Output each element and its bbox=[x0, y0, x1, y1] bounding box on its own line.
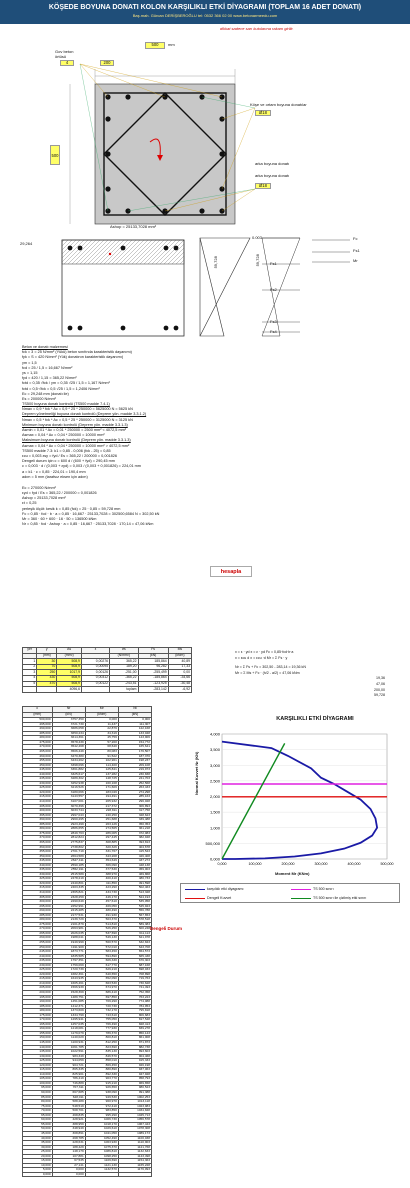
nm-row: 410,000 3107,001 205,932 296,028 bbox=[23, 800, 152, 805]
nm-row: 290,000 2215,285 480,490 556,788 bbox=[23, 909, 152, 914]
x-tick-label: 300,000 bbox=[314, 862, 328, 866]
calc-line: Asmax = 0,04 * Ac = 0,04 * 250000 = 10000 mm² > 4072,5 mm² bbox=[22, 443, 130, 448]
force-fs4: Fs4 bbox=[270, 329, 277, 334]
eps-top: 0.003 bbox=[252, 235, 263, 240]
nm-row: 430,000 3252,938 160,168 252,568 bbox=[23, 781, 152, 786]
legend-label-2: Dengeli Kuvvet bbox=[207, 896, 232, 900]
chart-title: KARŞILIKLI ETKİ DİYAGRAMI bbox=[276, 716, 354, 722]
nm-row: 480,000 3614,361 45,759 143,906 bbox=[23, 736, 152, 741]
nm-row: 25,000 148,179 1086,810 1132,633 bbox=[23, 1150, 152, 1155]
calc-line: adım = 5 mm (tarafsız eksen için adım) bbox=[22, 474, 88, 479]
nm-row: 235,000 1797,351 606,330 676,303 bbox=[23, 959, 152, 964]
nm-row: 365,000 2775,837 308,885 393,813 bbox=[23, 840, 152, 845]
nm-row: 250,000 1911,909 572,010 643,708 bbox=[23, 945, 152, 950]
nm-row: 50,000 348,949 1029,610 1078,308 bbox=[23, 1127, 152, 1132]
nm-row: 400,000 3033,744 228,811 317,758 bbox=[23, 809, 152, 814]
nm-row: 160,000 1218,081 777,930 839,278 bbox=[23, 1027, 152, 1032]
calc-line: Minimum boyuna donatı kontrolü (Deprem yön. madde 3.3.1.3) bbox=[22, 422, 128, 427]
calculate-button[interactable]: hesapla bbox=[210, 566, 252, 577]
legend-label-1: karşılıklı etki diyagramı bbox=[207, 887, 244, 891]
nm-row: 415,000 3143,557 194,491 285,163 bbox=[23, 795, 152, 800]
nm-row: 115,000 865,335 880,890 937,063 bbox=[23, 1068, 152, 1073]
nm-row: 385,000 2923,499 263,126 350,353 bbox=[23, 822, 152, 827]
nm-row: 295,000 2252,991 469,050 545,923 bbox=[23, 904, 152, 909]
nm-row: 215,000 1643,935 652,090 719,763 bbox=[23, 977, 152, 982]
layer-row: 1 30 508,9 0,00276 365,22 185,864 40,89 bbox=[23, 659, 192, 665]
nm-row: 90,000 667,685 938,090 991,388 bbox=[23, 1091, 152, 1096]
y-tick-label: 3,000 bbox=[209, 762, 220, 768]
calc-line: εcu = 0,003 εsy = fyd / Es = 365,22 / 200000 = 0,001826 bbox=[22, 453, 118, 458]
nm-row: 135,000 1022,591 835,130 893,603 bbox=[23, 1050, 152, 1055]
nm-row: 230,000 1759,069 617,770 687,168 bbox=[23, 963, 152, 968]
nm-row: 450,000 3398,096 114,400 209,108 bbox=[23, 763, 152, 768]
calc-line: Beton ve donatı malzemesi bbox=[22, 345, 68, 349]
nm-row: 270,000 2063,981 526,250 600,248 bbox=[23, 927, 152, 932]
nm-row: 245,000 1873,771 583,450 654,573 bbox=[23, 950, 152, 955]
nm-row: 330,000 2515,589 388,970 469,868 bbox=[23, 872, 152, 877]
nm-row: 300,000 2290,649 457,610 535,058 bbox=[23, 900, 152, 905]
nm-row: 380,000 2886,655 274,565 361,218 bbox=[23, 827, 152, 832]
calc-block bbox=[22, 345, 402, 527]
nm-row: 70,000 508,701 983,850 1034,848 bbox=[23, 1109, 152, 1114]
nm-row: 145,000 1100,931 812,250 871,873 bbox=[23, 1041, 152, 1046]
nm-row: 325,000 2478,219 400,410 480,733 bbox=[23, 877, 152, 882]
calc-line: c = 0,003 · d / (0,003 + εyd) = 0,003 / (0,003 + 0,001826) = 224,01 mm bbox=[22, 464, 141, 469]
legend-label-3: TS 500 sınırı bbox=[313, 887, 334, 891]
calc-line: TS500 madde 7.3: k1 = 0,85 - 0,006 (fck - 25) = 0,85 bbox=[22, 448, 111, 453]
nm-row: 460,000 3470,380 91,522 187,370 bbox=[23, 754, 152, 759]
layer-table: yer y As ε σs Fs Ms (mm) (mm²) (N/mm²) (kN) (kNm) 1 30 508,9 0,00276 365,22 185,864 40,89 2 70 508,9 0,00095 189,20 96,282 17,33 3 250 1017,9 0,00126 -251,00 -255,499 0,00 4 430 508,9 0,00312 -365,22 -185,864 -34,66 5 470 508,9 0,00122 -243,51 -123,925 -30,48 4096,6 toplam -283,142 -6,92 bbox=[22, 647, 192, 693]
nm-row: 440,000 3325,617 137,282 230,838 bbox=[23, 772, 152, 777]
nm-row: 500,000 3757,350 0,000 0,000 bbox=[23, 718, 152, 723]
nm-row: 190,000 1451,085 709,290 774,088 bbox=[23, 1000, 152, 1005]
nm-row: 95,000 707,311 926,650 980,523 bbox=[23, 1086, 152, 1091]
calc-line: γs = 1,15 bbox=[22, 370, 38, 375]
nm-row: 155,000 1179,079 789,370 850,143 bbox=[23, 1031, 152, 1036]
nm-row: 60,000 428,921 1006,730 1056,578 bbox=[23, 1118, 152, 1123]
calc-line: Deprem yönetmeliği boyuna donatı kontrolü (Deprem yön. madde 3.3.1.2) bbox=[22, 412, 147, 417]
nm-row: 455,000 3434,262 102,961 198,237 bbox=[23, 759, 152, 764]
nm-row: 170,000 1295,941 755,050 817,548 bbox=[23, 1018, 152, 1023]
legend-label-4: TS 500 sınırı ile çizilmiş etki sınırı bbox=[313, 896, 367, 900]
force-fs1: Fs1 bbox=[270, 261, 277, 266]
y-tick-label: 4,000 bbox=[209, 731, 220, 737]
y-tick-label: 0,000 bbox=[209, 856, 220, 862]
calc-line: fyk = S = 420 N/mm² (Yük) donatının karakteristik dayanımı) bbox=[22, 355, 124, 360]
calc-line: Es = 200000 N/mm² bbox=[22, 396, 56, 401]
corner-bar-input[interactable]: Ø18 bbox=[255, 110, 271, 116]
calc-line: Ec = 29,248 mm (donatı ile) bbox=[22, 391, 69, 396]
legend-swatch-1 bbox=[185, 889, 205, 890]
right-fc: Fc bbox=[353, 236, 358, 241]
nm-row: 205,000 1566,939 674,970 741,493 bbox=[23, 986, 152, 991]
nm-row: 225,000 1720,739 629,210 698,033 bbox=[23, 968, 152, 973]
page-subtitle: Baş.mah. Gürcan DERİŞBEROĞLU tel: 0532 366 02 00 www.betonarmeedu.com bbox=[132, 13, 278, 19]
nm-row: 195,000 1489,751 697,850 763,223 bbox=[23, 995, 152, 1000]
nm-row: 490,000 3686,058 22,879 122,168 bbox=[23, 727, 152, 732]
nm-row: 105,000 786,419 903,770 958,793 bbox=[23, 1077, 152, 1082]
nm-row: 75,000 548,519 972,410 1023,983 bbox=[23, 1104, 152, 1109]
y-tick-label: 1,500 bbox=[209, 809, 220, 815]
calc-line: fck = 3 = 25 N/mm² (Yükü) beton sınıfında karakteristik dayanımı) bbox=[22, 350, 132, 355]
input-note: dikkat sadece sarı kutularına rakam girilir. bbox=[220, 26, 294, 31]
title-bar bbox=[0, 0, 410, 24]
strain-mid-value: 59,728 bbox=[212, 256, 218, 269]
y-tick-label: 3,500 bbox=[209, 747, 220, 753]
calc-line: Ashop = 25133,7028 mm² bbox=[22, 496, 66, 501]
page-title: KÖŞEDE BOYUNA DONATI KOLON KARŞILIKLI ETKİ DİYAGRAMI (TOPLAM 16 ADET DONATI) bbox=[48, 4, 362, 11]
layer-row: 4 430 508,9 0,00312 -365,22 -185,864 -34,66 bbox=[23, 675, 192, 681]
calc-line: fcd = 25 / 1,5 = 16,667 N/mm² bbox=[22, 365, 73, 370]
cover-label: Gov beton örtüsü bbox=[55, 49, 74, 59]
calc-line: fctd = 0,35 √fck / γm = 0,35 √25 / 1,5 = 1,167 N/mm² bbox=[22, 381, 110, 386]
layer-row: 5 470 508,9 0,00122 -243,51 -123,925 -30,48 bbox=[23, 681, 192, 687]
area-text: Ashop = 25133,7028 mm² bbox=[110, 224, 157, 229]
nm-row: 420,000 3180,066 183,049 274,298 bbox=[23, 790, 152, 795]
nm-row: 65,000 468,835 995,290 1045,713 bbox=[23, 1113, 152, 1118]
calc-line: Fc = 0,85 · fcd · b · a = 0,85 · 16,667 · 25133,7028 = 302500,6584 N = 302,50 kN bbox=[22, 511, 160, 516]
nm-row: 85,000 628,011 949,530 1002,253 bbox=[23, 1095, 152, 1100]
calc-line: εyd = fyd / Es = 365,22 / 200000 = 0,001826 bbox=[22, 491, 97, 496]
y-tick-label: 500,000 bbox=[205, 840, 220, 846]
x-tick-label: 500,000 bbox=[380, 862, 394, 866]
nm-row: 125,000 944,059 858,010 915,333 bbox=[23, 1059, 152, 1064]
width-unit: mm bbox=[168, 42, 175, 47]
nm-row: 435,000 3289,302 148,725 241,703 bbox=[23, 777, 152, 782]
legend-swatch-2 bbox=[185, 898, 205, 899]
nm-row: 80,000 588,289 960,970 1013,118 bbox=[23, 1100, 152, 1105]
calc-line: Asmax = 0,04 * Ac = 0,04 * 250000 = 10000 mm² bbox=[22, 433, 105, 438]
nm-row: 100,000 746,889 915,210 969,658 bbox=[23, 1081, 152, 1086]
nm-row: 40,000 268,785 1052,490 1100,038 bbox=[23, 1136, 152, 1141]
nm-row: 470,000 3542,468 68,640 165,641 bbox=[23, 745, 152, 750]
edge-bar-input[interactable]: Ø18 bbox=[255, 183, 271, 189]
nm-row: 465,000 3506,449 80,083 176,507 bbox=[23, 750, 152, 755]
nm-row: 315,000 2403,335 423,290 502,463 bbox=[23, 886, 152, 891]
strain-left-value: 29,264 bbox=[20, 241, 33, 246]
nm-row: 180,000 1373,609 732,170 795,818 bbox=[23, 1009, 152, 1014]
calc-line: γm = 1,5 bbox=[22, 360, 37, 365]
force-fs2: Fs2 bbox=[270, 287, 277, 292]
corner-bar-label: Köşe ve ortam boyuna donatılar bbox=[250, 102, 307, 107]
nm-row: 175,000 1334,799 743,610 806,683 bbox=[23, 1013, 152, 1018]
nm-row: 260,000 1988,041 549,130 621,978 bbox=[23, 936, 152, 941]
nm-row: 285,000 2177,531 491,930 567,653 bbox=[23, 913, 152, 918]
calc-line: fyd = 420 / 1,15 = 365,22 N/mm² bbox=[22, 376, 77, 381]
layer-row: 3 250 1017,9 0,00126 -251,00 -255,499 0,00 bbox=[23, 670, 192, 676]
nm-row: 255,000 1949,999 560,570 632,843 bbox=[23, 940, 152, 945]
nm-row: 240,000 1835,585 594,890 665,438 bbox=[23, 954, 152, 959]
nm-row: 220,000 1682,361 640,650 708,898 bbox=[23, 972, 152, 977]
legend-swatch-4 bbox=[291, 898, 311, 899]
nm-row: 0,000 0,000 bbox=[23, 1172, 152, 1177]
nm-row: 275,000 2101,879 514,810 589,383 bbox=[23, 922, 152, 927]
calc-line: Asmin = 0,01 * Ac = 0,01 * 250000 = 2500 mm² < 4072,5 mm² bbox=[22, 428, 127, 432]
x-tick-label: 400,000 bbox=[347, 862, 361, 866]
x-tick-label: 200,000 bbox=[281, 862, 295, 866]
nm-row: 370,000 2812,824 297,445 382,948 bbox=[23, 836, 152, 841]
interaction-chart bbox=[182, 726, 402, 876]
nm-row: 340,000 2590,185 366,090 448,138 bbox=[23, 863, 152, 868]
nm-row: 30,000 188,429 1075,370 1121,768 bbox=[23, 1145, 152, 1150]
nm-row: 375,000 2849,763 286,005 372,083 bbox=[23, 831, 152, 836]
y-tick-label: 2,500 bbox=[209, 778, 220, 784]
column-outline bbox=[95, 84, 235, 224]
nm-row: 355,000 2701,719 331,767 415,543 bbox=[23, 850, 152, 855]
nm-row: 45,000 308,891 1041,050 1089,173 bbox=[23, 1131, 152, 1136]
nm-row: 360,000 2738,802 320,326 404,678 bbox=[23, 845, 152, 850]
nm-row: 150,000 1140,029 800,810 861,008 bbox=[23, 1036, 152, 1041]
strain-right-value: 59,728 bbox=[254, 254, 260, 267]
y-tick-label: 1,000 bbox=[209, 825, 220, 831]
nm-row: 55,000 388,959 1018,170 1067,443 bbox=[23, 1122, 152, 1127]
nm-row: 395,000 2997,043 240,250 328,623 bbox=[23, 813, 152, 818]
y-tick-label: 2,000 bbox=[209, 794, 220, 799]
nm-row: 305,000 2328,259 446,170 524,193 bbox=[23, 895, 152, 900]
chart-ylabel: Normal Kuvvet Nr (KN) bbox=[194, 751, 199, 795]
nm-row: 405,000 3070,396 217,372 306,893 bbox=[23, 804, 152, 809]
calc-line: Mr = 360 · 60 + 600 · 16 · 50 = 136500 kNm bbox=[22, 517, 97, 521]
nm-row: 265,000 2026,035 537,690 611,113 bbox=[23, 931, 152, 936]
calc-line: Nmax = 0,9 * fck * Ac = 0,9 * 25 * 250000 = 5625000 N = 5625 kN bbox=[22, 407, 133, 412]
calc-line: Ec = 270000 N/mm² bbox=[22, 485, 56, 490]
calc-line: a = k1 · c = 0,85 · 224,01 = 190,4 mm bbox=[22, 469, 86, 474]
x-tick-label: 100,000 bbox=[248, 862, 262, 866]
right-mr: Mr bbox=[353, 258, 358, 263]
cover-input[interactable]: 4 bbox=[60, 60, 74, 66]
nm-row: 10,000 27,141 1121,130 1165,228 bbox=[23, 1163, 152, 1168]
mid-bar-label: arka boyuna donatı bbox=[255, 161, 290, 166]
layer-total-row: 4096,6 toplam -283,142 -6,92 bbox=[23, 687, 192, 693]
calc-line: yerleşik ölçüt: kesik k = 0,85 (fck) = 25 · 0,85 = 59,728 mm bbox=[22, 506, 121, 511]
balanced-label: Dengeli Durum bbox=[150, 926, 183, 931]
nm-row: 210,000 1605,461 663,530 730,628 bbox=[23, 981, 152, 986]
calc-line: εt = 0,25 bbox=[22, 501, 37, 506]
nm-row: 425,000 3216,526 171,609 263,433 bbox=[23, 786, 152, 791]
right-fs1: Fs1 bbox=[353, 248, 360, 253]
edge-bar-label: arka boyuna donatı bbox=[255, 173, 290, 178]
nm-table: c Nr Mr Nt (mm) (kN) (kNm) (kN) 500,000 3757,350 0,000 0,000 495,000 3721,730 11,437 111,307 490,000 3686,058 22,879 122,168 485,000 3650,234 34,319 133,048 480,000 3614,361 45,759 143,906 475,000 3578,439 57,200 154,772 470,000 3542,468 68,640 165,641 465,000 3506,449 80,083 176,507 460,000 3470,380 91,522 187,370 455,000 3434,262 102,961 198,237 450,000 3398,096 114,400 209,108 445,000 3361,882 125,841 219,973 440,000 3325,617 137,282 230,838 435,000 3289,302 148,725 241,703 430,000 3252,938 160,168 252,568 425,000 3216,526 171,609 263,433 420,000 3180,066 183,049 274,298 415,000 3143,557 194,491 285,163 410,000 3107,001 205,932 296,028 405,000 3070,396 217,372 306,893 400,000 3033,744 228,811 317,758 395,000 2997,043 240,250 328,623 390,000 2960,295 251,688 339,488 385,000 2923,499 263,126 350,353 380,000 2886,655 274,565 361,218 375,000 2849,763 286,005 372,083 370,000 2812,824 297,445 382,948 365,000 2775,837 308,885 393,813 360,000 2738,802 320,326 404,678 355,000 2701,719 331,767 415,543 350,000 2664,589 343,208 426,408 345,000 2627,411 354,649 437,273 340,000 2590,185 366,090 448,138 335,000 2552,911 377,530 459,003 330,000 2515,589 388,970 469,868 325,000 2478,219 400,410 480,733 320,000 2440,801 411,850 491,598 315,000 2403,335 423,290 502,463 310,000 2365,821 434,730 513,328 305,000 2328,259 446,170 524,193 300,000 2290,649 457,610 535,058 295,000 2252,991 469,050 545,923 290,000 2215,285 480,490 556,788 285,000 2177,531 491,930 567,653 280,000 2139,729 503,370 578,518 275,000 2101,879 514,810 589,383 270,000 2063,981 526,250 600,248 265,000 2026,035 537,690 611,113 260,000 1988,041 549,130 621,978 255,000 1949,999 560,570 632,843 250,000 1911,909 572,010 643,708 245,000 1873,771 583,450 654,573 240,000 1835,585 594,890 665,438 235,000 1797,351 606,330 676,303 230,000 1759,069 617,770 687,168 225,000 1720,739 629,210 698,033 220,000 1682,361 640,650 708,898 215,000 1643,935 652,090 719,763 210,000 1605,461 663,530 730,628 205,000 1566,939 674,970 741,493 200,000 1528,369 686,410 752,358 195,000 1489,751 697,850 763,223 190,000 1451,085 709,290 774,088 185,000 1412,371 720,730 784,953 180,000 1373,609 732,170 795,818 175,000 1334,799 743,610 806,683 170,000 1295,941 755,050 817,548 165,000 1257,035 766,490 828,413 160,000 1218,081 777,930 839,278 155,000 1179,079 789,370 850,143 150,000 1140,029 800,810 861,008 145,000 1100,931 812,250 871,873 140,000 1061,785 823,690 882,738 135,000 1022,591 835,130 893,603 130,000 983,349 846,570 904,468 125,000 944,059 858,010 915,333 120,000 904,721 869,450 926,198 115,000 865,335 880,890 937,063 110,000 825,901 892,330 947,928 105,000 786,419 903,770 958,793 100,000 746,889 915,210 969,658 95,000 707,311 926,650 980,523 90,000 667,685 938,090 991,388 85,000 628,011 949,530 1002,253 80,000 588,289 960,970 1013,118 75,000 548,519 972,410 1023,983 70,000 508,701 983,850 1034,848 65,000 468,835 995,290 1045,713 60,000 428,921 1006,730 1056,578 55,000 388,959 1018,170 1067,443 50,000 348,949 1029,610 1078,308 45,000 308,891 1041,050 1089,173 40,000 268,785 1052,490 1100,038 35,000 228,631 1063,930 1110,903 30,000 188,429 1075,370 1121,768 25,000 148,179 1086,810 1132,633 20,000 107,881 1098,250 1143,498 15,000 67,535 1109,690 1154,363 10,000 27,141 1121,130 1165,228 5,000 0,000 1132,570 1176,093 0,000 0,000 bbox=[22, 706, 152, 1177]
nm-row: 320,000 2440,801 411,850 491,598 bbox=[23, 881, 152, 886]
calc-line: Maksimum boyuna donatı kontrolü (Deprem yön. madde 3.3.1.3) bbox=[22, 438, 131, 443]
nm-row: 485,000 3650,234 34,319 133,048 bbox=[23, 731, 152, 736]
nm-row: 15,000 67,535 1109,690 1154,363 bbox=[23, 1159, 152, 1164]
chart-xlabel: Moment Mr (KNm) bbox=[275, 871, 310, 876]
chart-legend bbox=[180, 883, 400, 903]
calc-line: Nr = 0,85 · fcd · Ashop · a = 0,85 · 16,667 · 25133,7028 · 170,14 = 47,06 kNm bbox=[22, 522, 154, 527]
nm-row: 185,000 1412,371 720,730 784,953 bbox=[23, 1004, 152, 1009]
nm-row: 310,000 2365,821 434,730 513,328 bbox=[23, 890, 152, 895]
nm-row: 280,000 2139,729 503,370 578,518 bbox=[23, 918, 152, 923]
nm-row: 335,000 2552,911 377,530 459,003 bbox=[23, 868, 152, 873]
nm-row: 20,000 107,881 1098,250 1143,498 bbox=[23, 1154, 152, 1159]
nm-row: 5,000 0,000 1132,570 1176,093 bbox=[23, 1168, 152, 1173]
nm-row: 165,000 1257,035 766,490 828,413 bbox=[23, 1022, 152, 1027]
nm-row: 140,000 1061,785 823,690 882,738 bbox=[23, 1045, 152, 1050]
width-input[interactable]: 500 bbox=[145, 42, 165, 49]
nm-row: 120,000 904,721 869,450 926,198 bbox=[23, 1063, 152, 1068]
nm-row: 110,000 825,901 892,330 947,928 bbox=[23, 1072, 152, 1077]
nm-row: 350,000 2664,589 343,208 426,408 bbox=[23, 854, 152, 859]
nm-row: 475,000 3578,439 57,200 154,772 bbox=[23, 740, 152, 745]
force-fs3: Fs3 bbox=[270, 319, 277, 324]
calc-line: TS500 boyuna donatı kontrolü (TS500 madde 7.4.1) bbox=[22, 402, 110, 407]
legend-swatch-3 bbox=[291, 889, 311, 890]
side-formulas: x = ε · yd x = ε · yd Fc = 0,85·fcd·b·a x = εcu d x = εcu ·d Mr = Σ Fs · y Nr = Σ Fs + Fc = 302,50 - 283,14 = 19,36 kN Mr = Σ Ms + Fc · (h/2 - a/2) = 47,06 kNm 19,36 47,06 200,00 59,728 bbox=[235, 650, 385, 698]
nm-row: 345,000 2627,411 354,649 437,273 bbox=[23, 859, 152, 864]
nm-row: 495,000 3721,730 11,437 111,307 bbox=[23, 722, 152, 727]
calc-line: Nmax = 0,5 * fck * Ac = 0,5 * 25 * 250000 = 3125000 N = 3125 kN bbox=[22, 417, 133, 422]
layer-row: 2 70 508,9 0,00095 189,20 96,282 17,33 bbox=[23, 664, 192, 670]
calc-line: fctd = 0,5·√fck = 0,5 √25 / 1,5 = 1,2406 N/mm² bbox=[22, 386, 100, 391]
cover-input-2[interactable]: 200 bbox=[100, 60, 114, 66]
strain-figure bbox=[0, 232, 410, 344]
nm-row: 445,000 3361,882 125,841 219,973 bbox=[23, 768, 152, 773]
calc-line: Dengeli durum için c = 600 d / (600 + fyd) = 290,45 mm bbox=[22, 459, 115, 464]
nm-row: 200,000 1528,369 686,410 752,358 bbox=[23, 991, 152, 996]
nm-row: 35,000 228,631 1063,930 1110,903 bbox=[23, 1141, 152, 1146]
height-input[interactable]: 500 bbox=[50, 145, 60, 165]
nm-row: 130,000 983,349 846,570 904,468 bbox=[23, 1054, 152, 1059]
nm-row: 390,000 2960,295 251,688 339,488 bbox=[23, 818, 152, 823]
x-tick-label: 0,000 bbox=[217, 862, 227, 866]
